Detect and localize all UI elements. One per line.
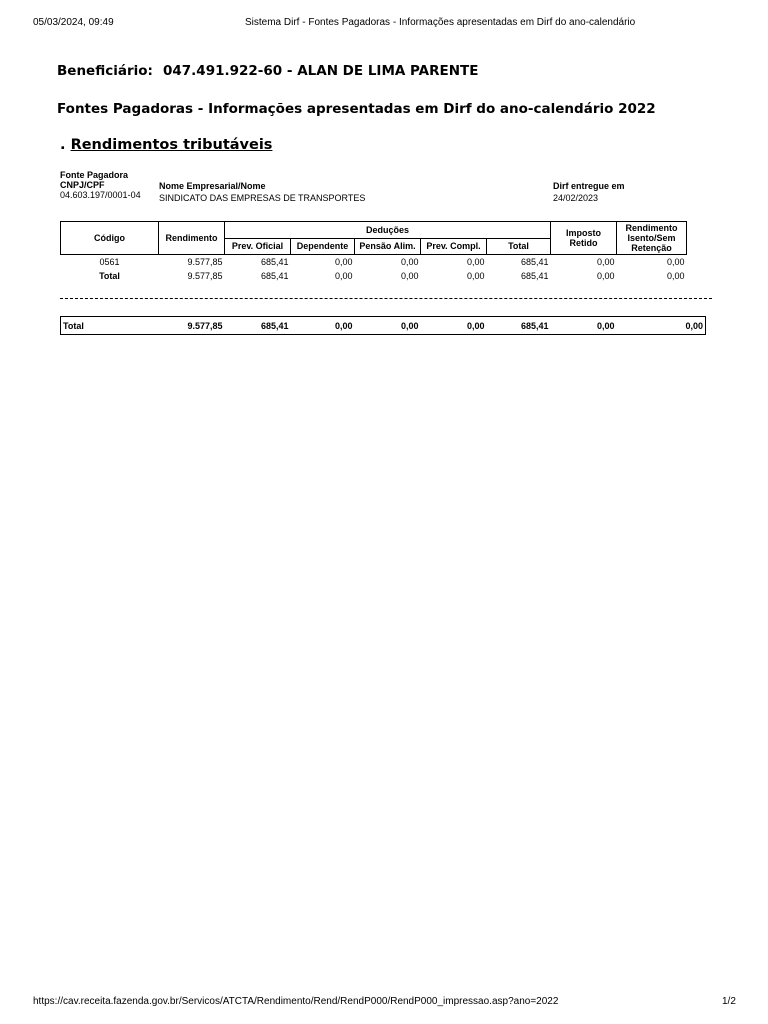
- table-row: [61, 255, 687, 270]
- cell-prev-compl: 0,00: [466, 257, 485, 267]
- cell-total: 685,41: [521, 271, 549, 281]
- cell-imposto: 0,00: [597, 271, 615, 281]
- col-prev-compl: Prev. Compl.: [421, 238, 487, 255]
- print-url: https://cav.receita.fazenda.gov.br/Servicos/ATCTA/Rendimento/Rend/RendP000/RendP000_impressao.asp?ano=2022: [33, 996, 559, 1007]
- cell-pensao: 0,00: [400, 257, 419, 267]
- table-row-total: [61, 269, 687, 283]
- grand-total-dependente: 0,00: [334, 320, 353, 331]
- grand-total-prev-compl: 0,00: [466, 320, 485, 331]
- grand-total-isento: 0,00: [685, 320, 703, 331]
- cell-prev-compl: 0,00: [466, 271, 485, 281]
- cell-isento: 0,00: [667, 257, 685, 267]
- cell-rendimento: 9.577,85: [187, 271, 223, 281]
- cell-dependente: 0,00: [334, 257, 353, 267]
- col-pensao-alim: Pensão Alim.: [355, 238, 421, 255]
- col-rendimento-isento: Rendimento Isento/Sem Retenção: [617, 222, 687, 255]
- cell-prev-oficial: 685,41: [260, 257, 289, 267]
- cnpj-value: 04.603.197/0001-04: [60, 190, 141, 200]
- rendimentos-table: [60, 221, 687, 283]
- nome-empresarial-value: SINDICATO DAS EMPRESAS DE TRANSPORTES: [159, 193, 366, 203]
- grand-total-table: [60, 316, 706, 335]
- nome-empresarial-label: Nome Empresarial/Nome: [159, 181, 266, 191]
- cell-codigo: Total: [99, 271, 120, 281]
- col-prev-oficial: Prev. Oficial: [225, 238, 291, 255]
- col-total: Total: [487, 238, 551, 255]
- fonte-pagadora-block: [0, 0, 768, 220]
- section-bullet: .: [60, 137, 71, 153]
- grand-total-total: 685,41: [520, 320, 549, 331]
- col-deducoes: Deduções: [225, 222, 551, 239]
- fonte-pagadora-label: Fonte Pagadora: [60, 170, 129, 180]
- cell-imposto: 0,00: [597, 257, 615, 267]
- print-page-title: Sistema Dirf - Fontes Pagadoras - Informações apresentadas em Dirf do ano-calendário: [245, 17, 636, 28]
- grand-total-row: [61, 317, 706, 335]
- dirf-entregue-date: 24/02/2023: [553, 193, 599, 203]
- grand-total-label: Total: [63, 320, 84, 331]
- dashed-separator: [60, 298, 712, 299]
- col-dependente: Dependente: [291, 238, 355, 255]
- grand-total-prev-oficial: 685,41: [260, 320, 289, 331]
- grand-total-rendimento: 9.577,85: [187, 320, 223, 331]
- cell-isento: 0,00: [667, 271, 685, 281]
- print-page-number: 1/2: [722, 996, 736, 1007]
- cell-prev-oficial: 685,41: [260, 271, 289, 281]
- beneficiario-value: 047.491.922-60 - ALAN DE LIMA PARENTE: [163, 63, 479, 79]
- col-rendimento: Rendimento: [159, 222, 225, 255]
- cell-codigo: 0561: [99, 257, 120, 267]
- col-imposto-retido: Imposto Retido: [551, 222, 617, 255]
- cell-rendimento: 9.577,85: [187, 257, 223, 267]
- col-codigo: Código: [61, 222, 159, 255]
- print-datetime: 05/03/2024, 09:49: [33, 17, 114, 28]
- section-title: Rendimentos tributáveis: [70, 137, 273, 153]
- dirf-entregue-label: Dirf entregue em: [553, 181, 625, 191]
- cell-dependente: 0,00: [334, 271, 353, 281]
- cnpj-label: CNPJ/CPF: [60, 180, 105, 190]
- grand-total-pensao: 0,00: [400, 320, 419, 331]
- cell-pensao: 0,00: [400, 271, 419, 281]
- fontes-pagadoras-title: Fontes Pagadoras - Informações apresentadas em Dirf do ano-calendário 2022: [57, 101, 656, 117]
- cell-total: 685,41: [521, 257, 549, 267]
- beneficiario-label: Beneficiário:: [57, 63, 153, 79]
- grand-total-imposto: 0,00: [596, 320, 615, 331]
